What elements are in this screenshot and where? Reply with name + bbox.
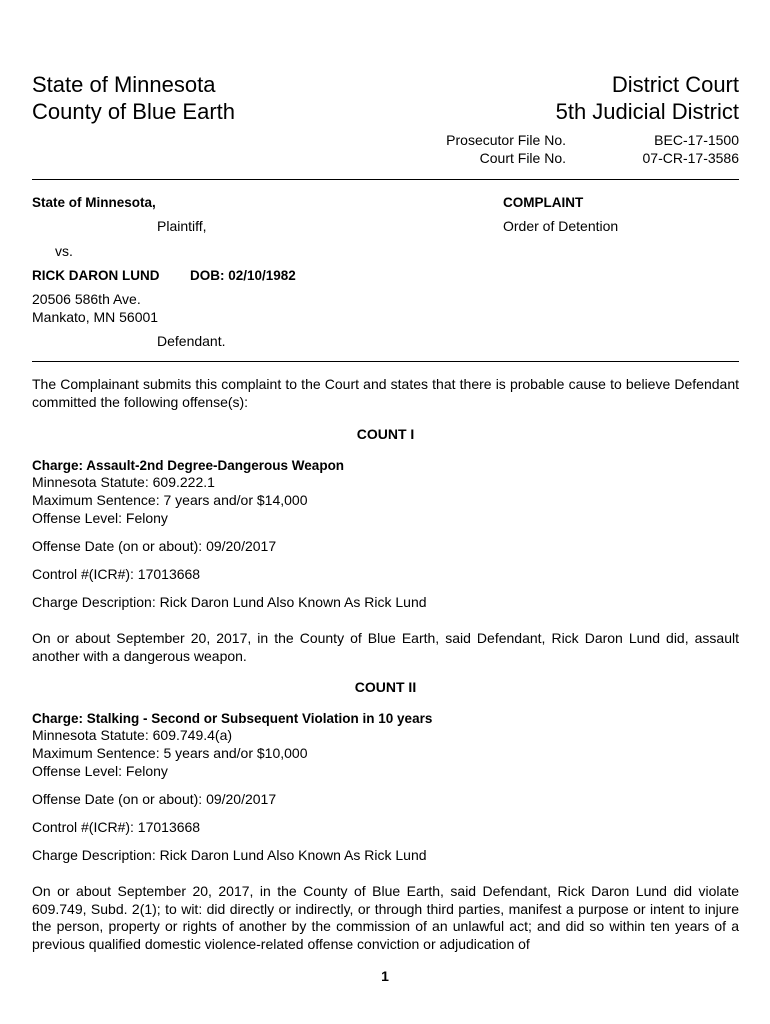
plaintiff-name: State of Minnesota, xyxy=(32,195,156,210)
court-file-number: 07-CR-17-3586 xyxy=(642,150,739,166)
header-divider xyxy=(32,179,739,180)
plaintiff-label: Plaintiff, xyxy=(157,218,207,234)
page-number: 1 xyxy=(381,968,389,984)
count-1-control: Control #(ICR#): 17013668 xyxy=(32,566,201,582)
count-2-title: COUNT II xyxy=(354,679,417,695)
defendant-label: Defendant. xyxy=(157,333,226,349)
header-county: County of Blue Earth xyxy=(32,99,236,124)
document-type: COMPLAINT xyxy=(503,195,584,210)
count-1-max-sentence: Maximum Sentence: 7 years and/or $14,000 xyxy=(32,492,308,508)
count-2-charge: Charge: Stalking - Second or Subsequent Violation in 10 years xyxy=(32,711,433,726)
address-line-1: 20506 586th Ave. xyxy=(32,291,141,307)
header-state: State of Minnesota xyxy=(32,72,216,97)
count-2-control: Control #(ICR#): 17013668 xyxy=(32,819,201,835)
count-1-narrative: On or about September 20, 2017, in the County of Blue Earth, said Defendant, Rick Daron Lund did, assault another with a dangerous weapon. xyxy=(32,630,739,664)
caption-divider xyxy=(32,361,739,362)
count-2-narrative: On or about September 20, 2017, in the County of Blue Earth, said Defendant, Rick Daron Lund did violate 609.749, Subd. 2(1); to wit: did directly or indirectly, or through third parties, manifest a purpose or intent to injure the person, property or rights of another by the commission of an unlawful act; and did so within ten years of a previous qualified domestic violence-related offense conviction or adjudication of xyxy=(32,883,739,952)
count-2-description: Charge Description: Rick Daron Lund Also Known As Rick Lund xyxy=(32,847,427,863)
defendant-dob: DOB: 02/10/1982 xyxy=(190,268,296,283)
count-2-offense-date: Offense Date (on or about): 09/20/2017 xyxy=(32,791,277,807)
count-1-charge: Charge: Assault-2nd Degree-Dangerous Weapon xyxy=(32,458,345,473)
header-court: District Court xyxy=(611,72,739,97)
count-1-title: COUNT I xyxy=(356,426,415,442)
header-district: 5th Judicial District xyxy=(555,99,739,124)
count-1-description: Charge Description: Rick Daron Lund Also Known As Rick Lund xyxy=(32,594,427,610)
document-subtype: Order of Detention xyxy=(503,218,619,234)
address-line-2: Mankato, MN 56001 xyxy=(32,309,159,325)
intro-paragraph: The Complainant submits this complaint to the Court and states that there is probable cause to believe Defendant committed the following offense(s): xyxy=(32,376,739,410)
count-2-offense-level: Offense Level: Felony xyxy=(32,763,168,779)
count-2-max-sentence: Maximum Sentence: 5 years and/or $10,000 xyxy=(32,745,308,761)
versus-label: vs. xyxy=(55,243,73,259)
court-file-label: Court File No. xyxy=(479,150,566,166)
count-1-offense-date: Offense Date (on or about): 09/20/2017 xyxy=(32,538,277,554)
prosecutor-file-label: Prosecutor File No. xyxy=(446,132,566,148)
count-2-statute: Minnesota Statute: 609.749.4(a) xyxy=(32,727,233,743)
count-1-statute: Minnesota Statute: 609.222.1 xyxy=(32,474,215,490)
defendant-name: RICK DARON LUND xyxy=(32,268,160,283)
prosecutor-file-number: BEC-17-1500 xyxy=(654,132,739,148)
count-1-offense-level: Offense Level: Felony xyxy=(32,510,168,526)
